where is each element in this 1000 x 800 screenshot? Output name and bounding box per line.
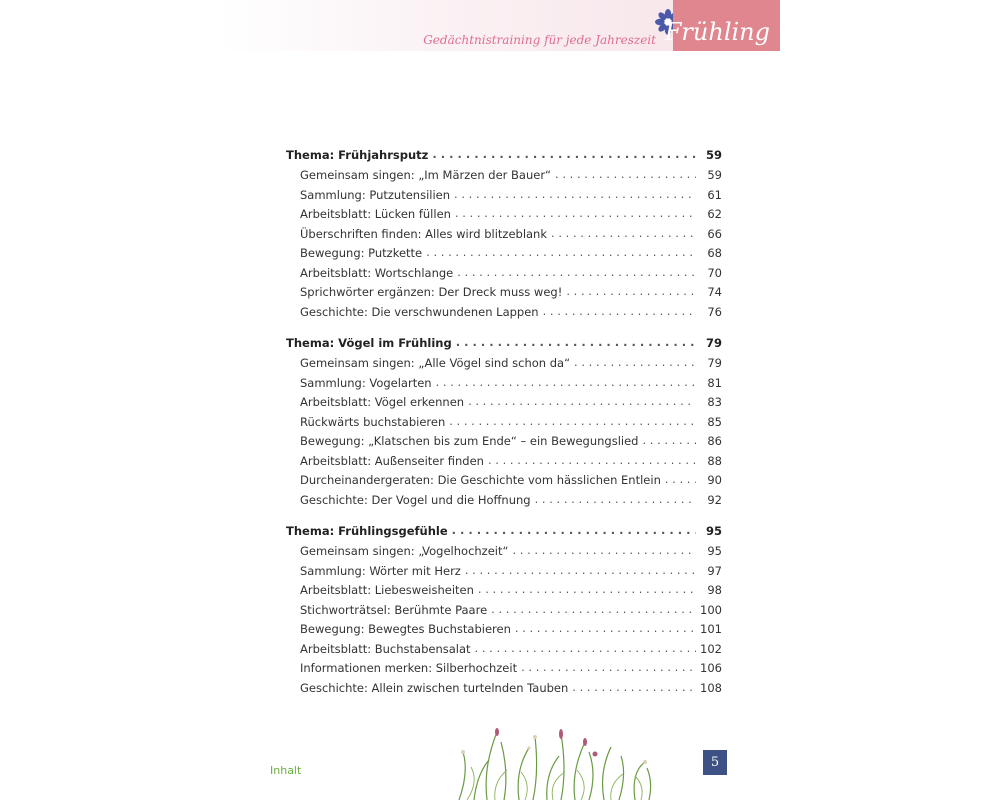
entry-page: 76 [707,304,722,319]
entry-title: Stichworträtsel: Berühmte Paare [300,602,488,617]
entry-title: Sprichwörter ergänzen: Der Dreck muss weg! [300,285,563,299]
toc-entry [286,413,722,433]
dot-leader [426,243,696,263]
toc-entry [286,264,722,284]
toc-entry [286,562,722,582]
entry-page: 95 [707,544,722,558]
entry-title: Geschichte: Allein zwischen turtelnden Tauben [300,680,569,695]
toc-section-heading [286,146,722,165]
dot-leader [454,185,696,205]
entry-title: Arbeitsblatt: Lücken füllen [300,207,451,221]
entry-title: Arbeitsblatt: Wortschlange [300,265,454,280]
book-page [219,0,780,800]
entry-title: Überschriften finden: Alles wird blitzeblank [300,226,548,241]
dot-leader [456,333,696,352]
dot-leader [465,561,696,581]
toc-entry [286,581,722,601]
footer-label: Inhalt [270,764,302,777]
entry-page: 70 [707,265,722,280]
toc-entry [286,166,722,186]
dot-leader [468,392,696,412]
entry-page: 101 [700,622,722,636]
section-title: Thema: Frühjahrsputz [286,148,429,162]
dot-leader [491,600,696,620]
entry-title: Arbeitsblatt: Vögel erkennen [300,395,465,409]
entry-title: Geschichte: Der Vogel und die Hoffnung [300,492,531,507]
dot-leader [555,165,696,185]
dot-leader [452,521,696,540]
dot-leader [515,619,696,639]
dot-leader [551,224,696,244]
toc-entry [286,601,722,621]
section-page: 59 [705,148,722,162]
dot-leader [436,373,696,393]
toc-entry [286,393,722,413]
toc-entry [286,659,722,679]
entry-title: Bewegung: Bewegtes Buchstabieren [300,622,511,636]
entry-page: 59 [707,168,722,182]
entry-page: 100 [700,602,722,617]
grass-illustration [449,712,659,800]
entry-title: Sammlung: Wörter mit Herz [300,563,461,578]
entry-page: 62 [707,207,722,221]
entry-page: 97 [707,563,722,578]
page-header [219,0,780,51]
toc-entry [286,303,722,323]
entry-title: Gemeinsam singen: „Alle Vögel sind schon da“ [300,356,571,370]
dot-leader [642,431,696,451]
entry-page: 90 [707,473,722,487]
entry-title: Informationen merken: Silberhochzeit [300,661,518,675]
toc-section [286,522,722,698]
dot-leader [455,204,696,224]
entry-page: 61 [707,187,722,202]
toc-section-heading [286,522,722,541]
dot-leader [566,282,696,302]
entry-title: Gemeinsam singen: „Vogelhochzeit“ [300,544,509,558]
toc-entry [286,620,722,640]
entry-page: 74 [707,285,722,299]
entry-page: 79 [707,356,722,370]
entry-page: 83 [707,395,722,409]
toc-entry [286,679,722,699]
dot-leader [478,580,696,600]
dot-leader [449,412,696,432]
entry-page: 88 [707,453,722,468]
dot-leader [521,658,696,678]
dot-leader [432,145,696,164]
dot-leader [574,353,696,373]
entry-title: Bewegung: „Klatschen bis zum Ende“ – ein Bewegungslied [300,434,639,448]
dot-leader [543,302,696,322]
toc-entry [286,491,722,511]
toc-section [286,146,722,322]
season-title: Frühling [664,18,770,46]
dot-leader [457,263,696,283]
entry-page: 98 [707,583,722,597]
entry-title: Durcheinandergeraten: Die Geschichte vom hässlichen Entlein [300,473,661,487]
entry-title: Geschichte: Die verschwundenen Lappen [300,304,539,319]
entry-page: 68 [707,246,722,260]
entry-title: Rückwärts buchstabieren [300,414,446,429]
entry-title: Arbeitsblatt: Buchstabensalat [300,641,471,656]
section-page: 95 [705,524,722,538]
toc-entry [286,283,722,303]
toc-entry [286,354,722,374]
toc-entry [286,542,722,562]
entry-title: Arbeitsblatt: Liebesweisheiten [300,583,474,597]
entry-page: 81 [707,375,722,390]
dot-leader [512,541,696,561]
header-subtitle: Gedächtnistraining für jede Jahreszeit [423,33,656,47]
entry-title: Sammlung: Vogelarten [300,375,432,390]
entry-title: Bewegung: Putzkette [300,246,423,260]
entry-page: 86 [707,434,722,448]
toc-entry [286,205,722,225]
entry-page: 92 [707,492,722,507]
entry-page: 106 [700,661,722,675]
section-page: 79 [705,336,722,350]
dot-leader [488,451,696,471]
dot-leader [475,639,696,659]
season-banner [664,0,780,51]
dot-leader [535,490,696,510]
toc-entry [286,186,722,206]
toc-entry [286,471,722,491]
toc-entry [286,225,722,245]
entry-page: 66 [707,226,722,241]
entry-title: Arbeitsblatt: Außenseiter finden [300,453,484,468]
dot-leader [572,678,696,698]
entry-page: 102 [700,641,722,656]
entry-title: Gemeinsam singen: „Im Märzen der Bauer“ [300,168,552,182]
entry-page: 108 [700,680,722,695]
entry-title: Sammlung: Putzutensilien [300,187,451,202]
toc-entry [286,374,722,394]
toc-entry [286,244,722,264]
section-title: Thema: Vögel im Frühling [286,336,452,350]
toc-section [286,334,722,510]
toc-entry [286,452,722,472]
table-of-contents [286,146,722,710]
toc-entry [286,640,722,660]
entry-page: 85 [707,414,722,429]
dot-leader [665,470,696,490]
page-number-badge: 5 [703,750,727,775]
toc-entry [286,432,722,452]
toc-section-heading [286,334,722,353]
section-title: Thema: Frühlingsgefühle [286,524,448,538]
